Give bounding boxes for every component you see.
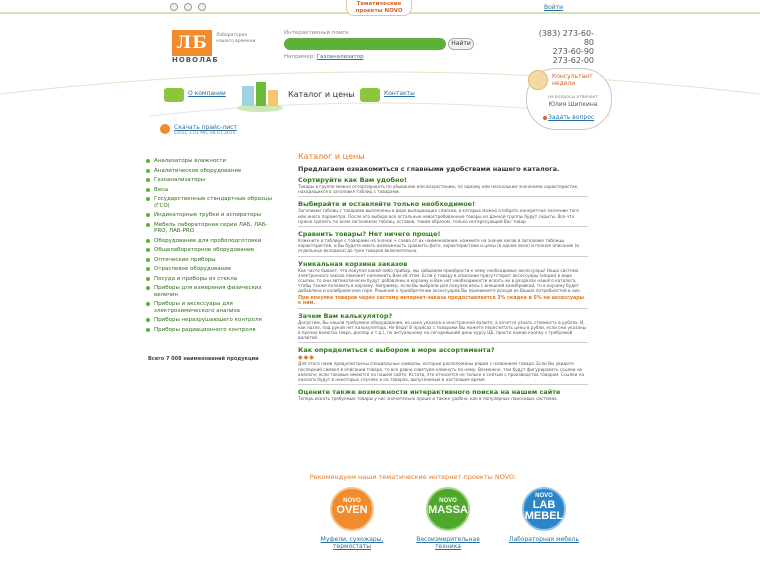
projects-tab[interactable]: Тематические проекты NOVO xyxy=(346,0,412,16)
discount-promo: При покупке товаров через систему интернет-заказа предоставляется 3% скидка и 5% на аксессуары к ним. xyxy=(298,295,585,306)
product-total: Всего 7 008 наименований продукции xyxy=(148,356,259,362)
project-oven-link[interactable]: Муфели, сухожары, термостаты xyxy=(320,536,384,550)
recommend-title: Рекомендуем наши тематические интернет-проекты NOVO: xyxy=(309,473,517,481)
sidebar-item[interactable]: Приборы радиационного контроля xyxy=(146,327,276,334)
home-icon[interactable] xyxy=(170,3,178,11)
project-oven-badge[interactable] xyxy=(330,487,374,531)
sidebar-item[interactable]: Государственные стандартные образцы (ГСО) xyxy=(146,196,276,209)
consultant-avatar xyxy=(528,70,548,90)
consultant-subtitle: на вопросы отвечает xyxy=(547,95,599,100)
page-lead: Предлагаем ознакомиться с главными удобствами нашего каталога. xyxy=(298,165,560,173)
sidebar-item[interactable]: Отраслевое оборудование xyxy=(146,266,276,273)
phone-3: 273-62-00 xyxy=(552,56,594,65)
sidebar-item[interactable]: Общелабораторное оборудование xyxy=(146,247,276,254)
feature-text: Для этого нами предусмотрены специальные символы, которые расположены рядом с названием товара: Если Вы увидите последний символ в описании товара, то все равно советуем кликнуть по нему. Возможно, там будут фигурировать ссылки на аналоги, если таковые имеются на нашем сайте. Кстати, это относится не только к снятым с производства товарам. Ссылки на аналоги будут в некоторых случаях и на товарах, выпускаемые в настоящее время. xyxy=(298,361,585,383)
divider xyxy=(298,308,588,309)
feature-text: Как часто бывает, что покупая какой-либо прибор, мы забываем приобрести к нему необходимые аксессуары! Наша система электронного заказа поможет напомнить Вам об этом. Если к товару в описании присутствуют аксессуары (опции) в виде ссылки, то они автоматически будут добавлены в корзину и Вам нет необходимости искать их в разделах нашего каталога, чтобы также положить в корзину. Например, если Вы выбрали для покупки весы с внешней калибровкой, то в корзину будет добавлена и калибровочная гиря. Решение о приобретении аксессуаров Вы принимаете исходя из Ваших потребностей в них. xyxy=(298,267,582,294)
about-icon xyxy=(164,88,184,102)
project-massa-badge[interactable] xyxy=(426,487,470,531)
feature-section xyxy=(298,346,588,385)
feature-title: Оцените также возможности интерактивного поиска на нашем сайте xyxy=(298,388,561,397)
sidebar-item[interactable]: Оптические приборы xyxy=(146,257,276,264)
feature-text: Заголовки таблиц с товарами выполнены в виде выпадающих списков, в которых можно отобрать конкретное значение того или иного параметра. После его выбора все остальные невостребованные товары из данной группы будут скрыты. Все что нужно сделать по всем заголовкам таблиц, оставив, таким образом, только интересующий Вас товар. xyxy=(298,208,579,224)
feature-section xyxy=(298,200,588,227)
feature-title: Сортируйте как Вам удобно! xyxy=(298,176,407,184)
logo[interactable] xyxy=(172,30,219,64)
sidebar-item[interactable]: Оборудование для пробоподготовки xyxy=(146,238,276,245)
catalog-icon xyxy=(236,78,284,112)
sidebar-item[interactable]: Приборы неразрушающего контроля xyxy=(146,317,276,324)
feature-section xyxy=(298,176,588,197)
logo-mark: ЛБ xyxy=(172,30,212,56)
feature-title: Сравнить товары? Нет ничего проще! xyxy=(298,230,441,239)
price-list-link[interactable]: Скачать прайс-лист xyxy=(174,124,237,131)
main-content xyxy=(298,152,588,403)
sidebar-item[interactable]: Газоанализаторы xyxy=(146,177,276,184)
project-big: MASSA xyxy=(428,504,468,516)
sidebar-item[interactable]: Посуда и приборы из стекла xyxy=(146,276,276,283)
feature-text: Допустим, Вы нашли требуемое оборудование, но цена указана в иностранной валюте, а хочется узнать стоимость в рублях. И, как назло, под рукой нет калькулятора. Не беда! В прайсах с товарами Вы можете пересчитать цены в рубли, если они указаны в прочих валютах (евро, доллар и т.д.), по актуальному на сегодняшний день курсу ЦБ, просто нажав кнопку с требуемой валютой. xyxy=(298,319,586,341)
page-title: Каталог и цены xyxy=(298,152,365,161)
consultant-title: Консультант недели xyxy=(552,73,593,87)
nav-about[interactable]: О компании xyxy=(188,90,226,97)
feature-section xyxy=(298,230,588,257)
search-button[interactable]: Найти xyxy=(448,38,474,50)
project-big: OVEN xyxy=(336,504,368,516)
logo-name: НОВОЛАБ xyxy=(172,56,219,64)
sidebar-item[interactable]: Мебель лабораторная серии ЛАБ, ЛАБ-PRO, ЛАБ-PRO xyxy=(146,222,276,235)
feature-title: Как определиться с выбором в море ассортимента? xyxy=(298,346,495,355)
header-arc xyxy=(0,60,760,150)
marker-symbols: ◆◆◆ xyxy=(298,354,315,362)
phone-1: (383) 273-60-80 xyxy=(538,29,594,47)
divider xyxy=(298,342,588,343)
search-label: Интерактивный поиск xyxy=(284,30,349,36)
nav-contacts[interactable]: Контакты xyxy=(384,90,415,97)
sidebar-item[interactable]: Анализаторы влажности xyxy=(146,158,276,165)
project-small: NOVO xyxy=(535,493,553,499)
divider xyxy=(298,256,588,257)
category-sidebar xyxy=(146,158,276,336)
feature-text: Кликните в таблице с товарами на значок + слева от их наименования, нажмите на значок весов в заголовке таблицы характеристик, и Вы будете иметь возможность сравнить фото, характеристики и цены (в одном окне) и полное описание (в отдельных вкладках) до трех товаров включительно. xyxy=(298,238,579,254)
mail-icon[interactable] xyxy=(184,3,192,11)
nav-catalog[interactable]: Каталог и цены xyxy=(288,90,355,99)
download-icon xyxy=(160,124,170,134)
contacts-icon xyxy=(360,88,380,102)
sitemap-icon[interactable] xyxy=(198,3,206,11)
divider xyxy=(298,196,588,197)
feature-section xyxy=(298,312,588,344)
search-example-link[interactable]: Газоанализатор xyxy=(316,54,364,60)
ask-icon xyxy=(543,116,547,120)
project-massa-link[interactable]: Весоизмерительная техника xyxy=(416,536,480,550)
sidebar-item[interactable]: Приборы для измерения физических величин xyxy=(146,285,276,298)
feature-section xyxy=(298,388,588,401)
project-small: NOVO xyxy=(343,498,361,504)
sidebar-item[interactable]: Аналитическое оборудование xyxy=(146,168,276,175)
divider xyxy=(298,384,588,385)
search-example-prefix: Например: xyxy=(284,54,316,60)
logo-caption: Лаборатория нашего времени xyxy=(216,33,256,44)
feature-title: Выбирайте и оставляйте только необходимое! xyxy=(298,200,476,209)
consultant-name: Юлия Шипкина xyxy=(548,101,598,108)
project-mebel-link[interactable]: Лабораторная мебель xyxy=(508,536,580,543)
sidebar-item[interactable]: Весы xyxy=(146,187,276,194)
phone-2: 273-60-90 xyxy=(552,47,594,56)
feature-title: Зачем Вам калькулятор? xyxy=(298,311,393,320)
sidebar-item[interactable]: Приборы и аксессуары для электрохимического анализа xyxy=(146,301,276,314)
login-link[interactable]: Войти xyxy=(544,4,564,11)
sidebar-item[interactable]: Индикаторные трубки и аспираторы xyxy=(146,212,276,219)
project-mebel-badge[interactable] xyxy=(522,487,566,531)
ask-question-link[interactable]: Задать вопрос xyxy=(548,114,595,121)
feature-title: Уникальная корзина заказов xyxy=(298,259,408,268)
project-big: LAB MEBEL xyxy=(524,499,564,522)
feature-text: Теперь искать требуемые товары у нас значительно проще и также удобно, как в популярных поисковых системах. xyxy=(298,396,558,402)
feature-section xyxy=(298,260,588,309)
divider xyxy=(298,226,588,227)
project-small: NOVO xyxy=(439,498,457,504)
feature-text: Товары в группе можно отсортировать по убыванию или возрастанию, по одному или нескольким значениям характеристик, находящихся в заголовке таблиц с товарами. xyxy=(298,184,579,195)
price-list-meta: Excel, 3.01 Мб, 08.01.2010 xyxy=(174,131,236,136)
search-input[interactable] xyxy=(284,38,446,50)
